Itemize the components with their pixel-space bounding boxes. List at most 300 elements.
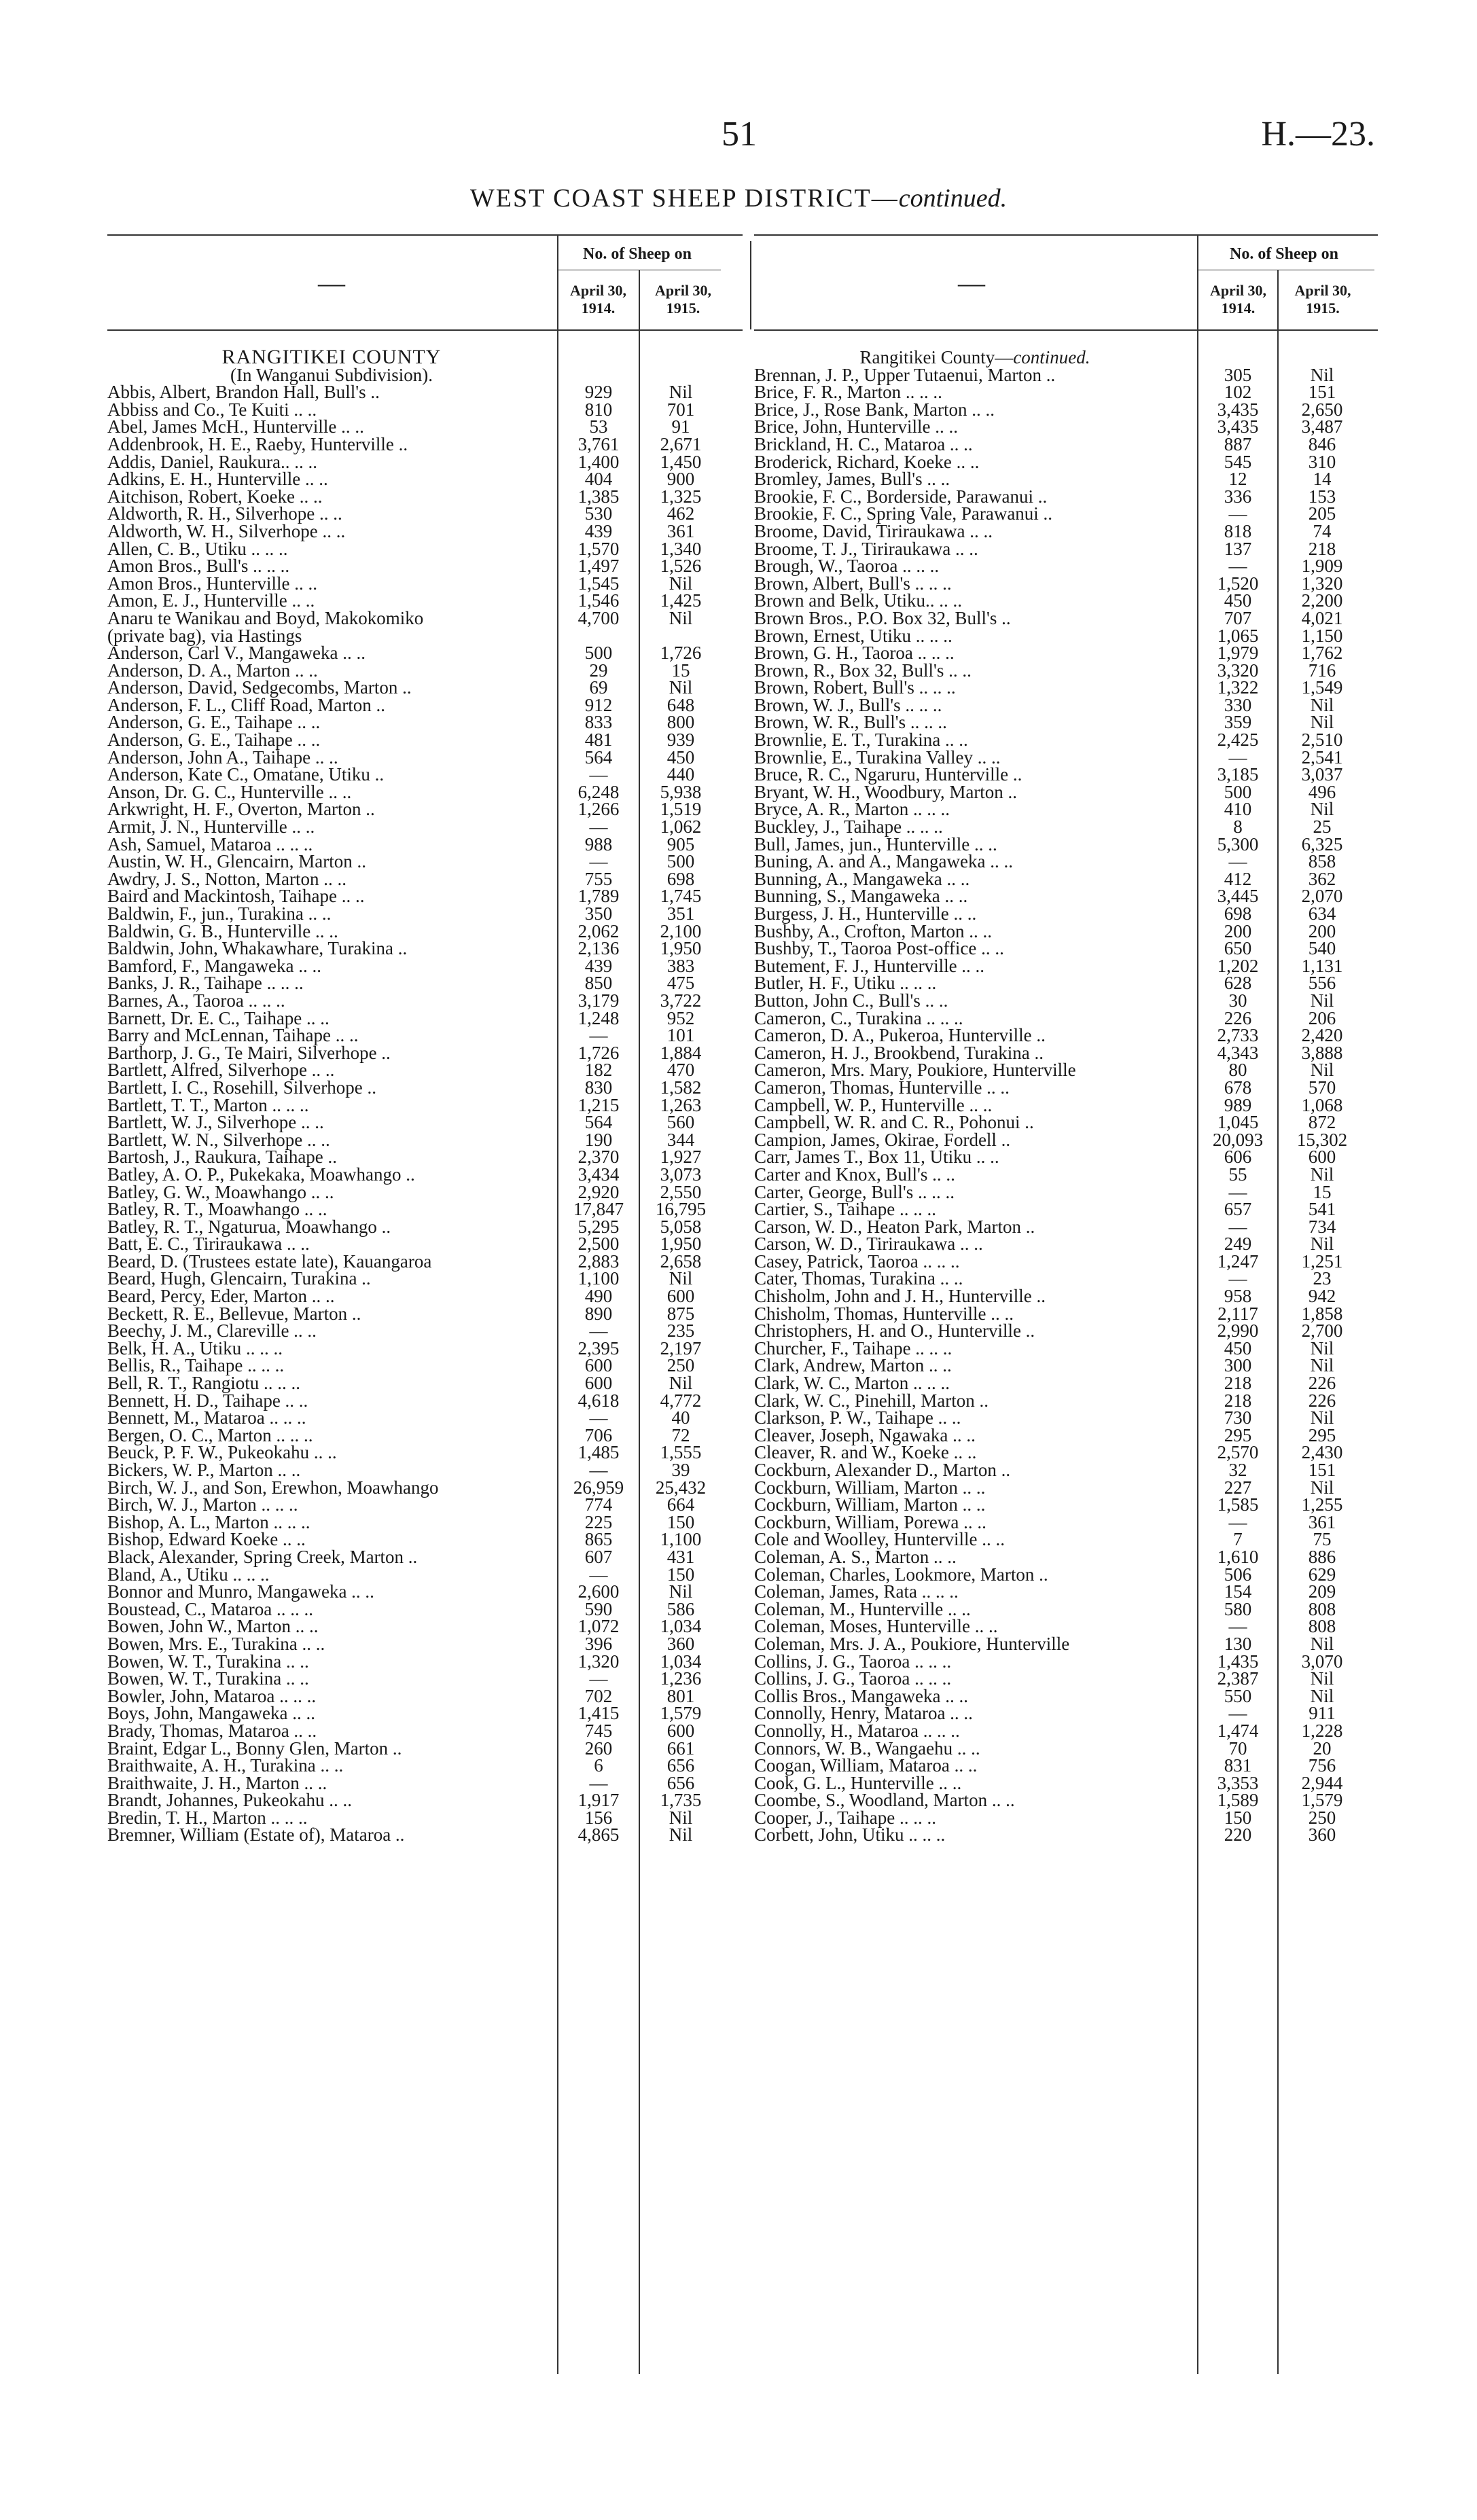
sheep-1914: — <box>589 816 608 838</box>
owner-name: Baldwin, John, Whakawhare, Turakina .. <box>107 938 408 959</box>
owner-name: Coleman, Moses, Hunterville .. .. <box>754 1616 998 1637</box>
table-row <box>754 1566 1378 1583</box>
sheep-1915: 3,070 <box>1301 1651 1343 1672</box>
table-row <box>754 1583 1378 1600</box>
owner-name: Braithwaite, J. H., Marton .. .. <box>107 1772 327 1793</box>
sheep-1915: 3,037 <box>1301 764 1343 785</box>
sheep-1914: 2,370 <box>577 1147 620 1168</box>
sheep-1915: 1,582 <box>660 1077 702 1098</box>
table-row <box>107 1079 743 1096</box>
table-row <box>754 922 1378 940</box>
table-row <box>754 887 1378 905</box>
table-row <box>754 1443 1378 1461</box>
sheep-1914: 1,570 <box>577 538 620 559</box>
owner-name: Brown, W. J., Bull's .. .. .. <box>754 694 942 715</box>
owner-name: Coleman, Mrs. J. A., Poukiore, Hunterville <box>754 1633 1070 1654</box>
table-row <box>107 1791 743 1809</box>
owner-name: Bowen, W. T., Turakina .. .. <box>107 1651 309 1672</box>
table-row <box>107 783 743 801</box>
sheep-1915: 600 <box>666 1720 695 1741</box>
sheep-1915: 1,519 <box>660 799 702 820</box>
table-row <box>754 679 1378 696</box>
owner-name: Cameron, H. J., Brookbend, Turakina .. <box>754 1042 1044 1063</box>
owner-name: Churcher, F., Taihape .. .. .. <box>754 1337 953 1358</box>
sheep-1915: Nil <box>1310 1477 1334 1498</box>
table-row <box>754 1044 1378 1062</box>
sheep-1915: 226 <box>1308 1390 1336 1411</box>
owner-name: Coleman, A. S., Marton .. .. <box>754 1546 957 1567</box>
header-top-rule <box>107 234 743 236</box>
sheep-1915: 39 <box>671 1460 690 1480</box>
sheep-1915: Nil <box>669 382 693 403</box>
owner-name: Brown, G. H., Taoroa .. .. .. <box>754 643 955 664</box>
table-row <box>754 383 1378 401</box>
owner-name: Chisholm, John and J. H., Hunterville .. <box>754 1286 1046 1307</box>
sheep-1914: 3,320 <box>1217 660 1259 681</box>
sheep-1914: 227 <box>1224 1477 1252 1498</box>
owner-name: Amon Bros., Bull's .. .. .. <box>107 556 290 577</box>
table-row <box>107 1009 743 1027</box>
sheep-1915: 1,549 <box>1301 677 1343 698</box>
table-row <box>107 1757 743 1774</box>
sheep-1915: 1,034 <box>660 1616 702 1637</box>
sheep-1915: 2,510 <box>1301 730 1343 751</box>
owner-name: Batley, A. O. P., Pukekaka, Moawhango .. <box>107 1164 415 1185</box>
sheep-1914: 1,385 <box>577 486 620 507</box>
sheep-1914: 988 <box>584 833 613 854</box>
owner-name: Allen, C. B., Utiku .. .. .. <box>107 538 288 559</box>
sheep-1914: 1,320 <box>577 1651 620 1672</box>
header-col-1915 <box>641 282 726 317</box>
sheep-1915: 151 <box>1308 382 1336 403</box>
sheep-1915: 1,320 <box>1301 573 1343 594</box>
owner-name: Bishop, Edward Koeke .. .. <box>107 1529 306 1550</box>
table-row <box>107 453 743 471</box>
owner-name: Bredin, T. H., Marton .. .. .. <box>107 1807 308 1828</box>
table-row <box>107 557 743 575</box>
sheep-1915: 101 <box>666 1025 695 1046</box>
sheep-1914: 7 <box>1233 1529 1243 1550</box>
owner-name: Brookie, F. C., Spring Vale, Parawanui .. <box>754 503 1053 524</box>
table-row <box>107 1374 743 1392</box>
sheep-1915: 1,555 <box>660 1442 702 1463</box>
sheep-1914: — <box>1228 503 1247 524</box>
table-row <box>107 1166 743 1183</box>
owner-name: Anderson, G. E., Taihape .. .. <box>107 712 321 733</box>
sheep-1915: 2,197 <box>660 1337 702 1358</box>
sheep-1914: 3,185 <box>1217 764 1259 785</box>
sheep-1914: 260 <box>584 1738 613 1759</box>
sheep-1915: 206 <box>1308 1007 1336 1028</box>
header-bottom-rule <box>107 329 743 331</box>
sheep-1914: 606 <box>1224 1147 1252 1168</box>
sheep-1915: 1,100 <box>660 1529 702 1550</box>
owner-name: Broome, David, Tiriraukawa .. .. <box>754 520 993 541</box>
sheep-1915: 25,432 <box>655 1477 707 1498</box>
sheep-1915: Nil <box>669 573 693 594</box>
sheep-1914: 1,202 <box>1217 955 1259 976</box>
owner-name: Aldworth, W. H., Silverhope .. .. <box>107 520 346 541</box>
sheep-1915: 3,722 <box>660 990 702 1011</box>
table-row <box>107 1061 743 1079</box>
sheep-1914: 3,179 <box>577 990 620 1011</box>
header-col-1915-year: 1915. <box>666 300 700 317</box>
owner-name: Braint, Edgar L., Bonny Glen, Marton .. <box>107 1738 402 1759</box>
sheep-1915: 905 <box>666 833 695 854</box>
table-row <box>107 1461 743 1479</box>
table-row <box>754 766 1378 783</box>
owner-name: Brown, Ernest, Utiku .. .. .. <box>754 625 953 646</box>
sheep-1915: Nil <box>1310 1633 1334 1654</box>
sheep-1915: 383 <box>666 955 695 976</box>
owner-name: Anderson, Kate C., Omatane, Utiku .. <box>107 764 385 785</box>
sheep-1914: 2,117 <box>1217 1303 1258 1324</box>
owner-name: Arkwright, H. F., Overton, Marton .. <box>107 799 375 820</box>
owner-name: Braithwaite, A. H., Turakina .. .. <box>107 1755 344 1776</box>
owner-name: Clark, Andrew, Marton .. .. <box>754 1355 952 1376</box>
table-row <box>107 1148 743 1166</box>
owner-name: Bremner, William (Estate of), Mataroa .. <box>107 1824 405 1846</box>
sheep-1914: 29 <box>589 660 608 681</box>
table-row <box>754 1339 1378 1357</box>
table-row <box>107 1218 743 1236</box>
owner-name: Brown, W. R., Bull's .. .. .. <box>754 712 947 733</box>
table-row <box>107 1583 743 1600</box>
sheep-1914: — <box>1228 1216 1247 1237</box>
owner-name: Barnes, A., Taoroa .. .. .. <box>107 990 285 1011</box>
owner-name: Bergen, O. C., Marton .. .. .. <box>107 1424 313 1445</box>
table-row <box>754 1235 1378 1253</box>
owner-name: Anderson, Carl V., Mangaweka .. .. <box>107 643 366 664</box>
sheep-1915: 226 <box>1308 1373 1336 1394</box>
sheep-1914: 182 <box>584 1060 613 1081</box>
table-row <box>107 696 743 714</box>
sheep-1915: 1,131 <box>1301 955 1343 976</box>
sheep-1915: 2,541 <box>1301 746 1343 768</box>
owner-name: Abbis, Albert, Brandon Hall, Bull's .. <box>107 382 380 403</box>
sheep-1914: 706 <box>584 1424 613 1445</box>
header-sheep-group: No. of Sheep on <box>582 245 692 263</box>
owner-name: Chisholm, Thomas, Hunterville .. .. <box>754 1303 1014 1324</box>
sheep-1915: 1,579 <box>660 1703 702 1724</box>
header-sheep-group: No. of Sheep on <box>1229 245 1339 263</box>
table-row <box>107 1740 743 1757</box>
subsection-heading: (In Wanganui Subdivision). <box>230 364 433 385</box>
sheep-1914: 600 <box>584 1355 613 1376</box>
sheep-1914: 218 <box>1224 1390 1252 1411</box>
sheep-1914: 225 <box>584 1511 613 1532</box>
table-row <box>754 557 1378 575</box>
owner-name: Broome, T. J., Tiriraukawa .. .. <box>754 538 978 559</box>
sheep-1914: — <box>1228 556 1247 577</box>
sheep-1914: 1,415 <box>577 1703 620 1724</box>
owner-name: Birch, W. J., and Son, Erewhon, Moawhango <box>107 1477 439 1498</box>
sheep-1915: 656 <box>666 1755 695 1776</box>
table-row <box>754 1548 1378 1566</box>
sheep-1914: 500 <box>1224 781 1252 802</box>
sheep-1914: 550 <box>1224 1685 1252 1706</box>
owner-name: Bartlett, Alfred, Silverhope .. .. <box>107 1060 335 1081</box>
owner-name: Button, John C., Bull's .. .. <box>754 990 948 1011</box>
owner-name: Bruce, R. C., Ngaruru, Hunterville .. <box>754 764 1022 785</box>
owner-name: Beard, Percy, Eder, Marton .. .. <box>107 1286 335 1307</box>
sheep-1915: 1,068 <box>1301 1094 1343 1115</box>
owner-name: Baird and Mackintosh, Taihape .. .. <box>107 886 365 907</box>
sheep-1915: Nil <box>1310 1685 1334 1706</box>
sheep-1915: 556 <box>1308 973 1336 994</box>
owner-name: Black, Alexander, Spring Creek, Marton .. <box>107 1546 418 1567</box>
owner-name: Buning, A. and A., Mangaweka .. .. <box>754 851 1013 872</box>
table-row <box>754 713 1378 731</box>
table-row <box>754 1824 1378 1846</box>
sheep-1914: 545 <box>1224 451 1252 472</box>
owner-name: Abel, James McH., Hunterville .. .. <box>107 416 364 437</box>
table-row <box>754 1392 1378 1409</box>
table-row <box>754 435 1378 453</box>
column-divider <box>750 241 751 329</box>
sheep-1914: 745 <box>584 1720 613 1741</box>
sheep-1914: 3,434 <box>577 1164 620 1185</box>
sheep-1915: 3,888 <box>1301 1042 1343 1063</box>
sheep-1915: 1,762 <box>1301 643 1343 664</box>
table-row <box>754 1250 1378 1272</box>
sheep-1915: 15 <box>1313 1181 1332 1202</box>
table-row <box>754 1479 1378 1496</box>
owner-name: Bishop, A. L., Marton .. .. .. <box>107 1511 310 1532</box>
header-col-1914-date: April 30, <box>1209 282 1267 299</box>
sheep-1915: 698 <box>666 868 695 889</box>
owner-name: Aldworth, R. H., Silverhope .. .. <box>107 503 342 524</box>
table-row <box>107 1409 743 1426</box>
sheep-1915: Nil <box>1310 712 1334 733</box>
sheep-1915: Nil <box>1310 1407 1334 1428</box>
sheep-1915: 500 <box>666 851 695 872</box>
sheep-1915: 205 <box>1308 503 1336 524</box>
table-row <box>754 783 1378 801</box>
sheep-1915: 858 <box>1308 851 1336 872</box>
header-col-1914-date: April 30, <box>569 282 627 299</box>
owner-name: Brennan, J. P., Upper Tutaenui, Marton .. <box>754 364 1056 385</box>
sheep-1915: 20 <box>1313 1738 1332 1759</box>
table-row <box>107 1600 743 1618</box>
sheep-1914: — <box>1228 1511 1247 1532</box>
owner-name: Cameron, Mrs. Mary, Poukiore, Hunterville <box>754 1060 1076 1081</box>
owner-name: Anson, Dr. G. C., Hunterville .. .. <box>107 781 352 802</box>
sheep-1915: 2,070 <box>1301 886 1343 907</box>
document-reference: H.—23. <box>1261 115 1375 154</box>
table-row <box>754 540 1378 558</box>
sheep-1915: 496 <box>1308 781 1336 802</box>
table-row <box>107 766 743 783</box>
table-row <box>107 852 743 870</box>
sheep-1915: 1,726 <box>660 643 702 664</box>
sheep-1914: 1,979 <box>1217 643 1259 664</box>
sheep-1914: 220 <box>1224 1824 1252 1846</box>
sheep-1914: 2,883 <box>577 1250 620 1272</box>
owner-name: Connors, W. B., Wangaehu .. .. <box>754 1738 980 1759</box>
sheep-1915: 1,150 <box>1301 625 1343 646</box>
owner-name: Bowen, John W., Marton .. .. <box>107 1616 319 1637</box>
sheep-1915: 235 <box>666 1320 695 1342</box>
sheep-1915: 16,795 <box>655 1199 707 1220</box>
table-row <box>107 1356 743 1374</box>
sheep-1915: 1,579 <box>1301 1790 1343 1811</box>
sheep-1914: 226 <box>1224 1007 1252 1028</box>
owner-name: Bunning, S., Mangaweka .. .. <box>754 886 968 907</box>
table-row <box>107 922 743 940</box>
table-row <box>107 1426 743 1444</box>
sheep-1914: — <box>589 1668 608 1689</box>
table-row <box>754 852 1378 870</box>
owner-name: Amon, E. J., Hunterville .. .. <box>107 590 315 611</box>
sheep-1915: 1,526 <box>660 556 702 577</box>
sheep-1915: 846 <box>1308 433 1336 454</box>
owner-name: Cooper, J., Taihape .. .. .. <box>754 1807 936 1828</box>
sheep-1915: Nil <box>1310 799 1334 820</box>
sheep-1914: 359 <box>1224 712 1252 733</box>
sheep-1914: 439 <box>584 955 613 976</box>
table-row <box>754 522 1378 540</box>
owner-name: Bellis, R., Taihape .. .. .. <box>107 1355 285 1376</box>
owner-name: Brown and Belk, Utiku.. .. .. <box>754 590 962 611</box>
sheep-1914: 330 <box>1224 694 1252 715</box>
owner-name: Bartlett, W. J., Silverhope .. .. <box>107 1112 324 1133</box>
table-row <box>107 713 743 731</box>
owner-name: Awdry, J. S., Notton, Marton .. .. <box>107 868 347 889</box>
owner-name: Brown, R., Box 32, Bull's .. .. <box>754 660 972 681</box>
table-row <box>107 1044 743 1062</box>
table-row <box>107 1479 743 1496</box>
sheep-1914: 12 <box>1228 469 1247 490</box>
table-row <box>107 1704 743 1722</box>
sheep-1915: 250 <box>1308 1807 1336 1828</box>
sheep-1915: 808 <box>1308 1616 1336 1637</box>
sheep-1915: 1,034 <box>660 1651 702 1672</box>
sheep-1914: 350 <box>584 903 613 924</box>
sheep-1915: 218 <box>1308 538 1336 559</box>
sheep-1915: 600 <box>1308 1147 1336 1168</box>
owner-name: Cockburn, William, Marton .. .. <box>754 1494 986 1515</box>
sheep-1915: 2,944 <box>1301 1772 1343 1793</box>
table-row <box>107 1653 743 1670</box>
sheep-1914: 2,570 <box>1217 1442 1259 1463</box>
sheep-1915: Nil <box>1310 1668 1334 1689</box>
sheep-1915: 2,200 <box>1301 590 1343 611</box>
owner-name: Beuck, P. F. W., Pukeokahu .. .. <box>107 1442 337 1463</box>
table-row <box>754 1496 1378 1513</box>
sheep-1914: 1,322 <box>1217 677 1259 698</box>
sheep-1915: 3,073 <box>660 1164 702 1185</box>
sheep-1915: 560 <box>666 1112 695 1133</box>
sheep-1915: 900 <box>666 469 695 490</box>
sheep-1915: 2,550 <box>660 1181 702 1202</box>
sheep-1915: 15,302 <box>1296 1129 1348 1150</box>
table-row <box>107 1824 743 1846</box>
sheep-1915: Nil <box>669 1268 693 1289</box>
header-col-1915-date: April 30, <box>1294 282 1351 299</box>
sheep-1914: 3,435 <box>1217 416 1259 437</box>
sheep-1915: 25 <box>1313 816 1332 838</box>
table-row <box>754 1461 1378 1479</box>
table-row <box>754 1305 1378 1322</box>
table-row <box>107 1200 743 1218</box>
sheep-1915: 200 <box>1308 920 1336 941</box>
district-title <box>0 183 1477 213</box>
owner-name: Brownlie, E. T., Turakina .. .. <box>754 730 968 751</box>
owner-name: Barthorp, J. G., Te Mairi, Silverhope .. <box>107 1042 391 1063</box>
table-row <box>754 627 1378 645</box>
sheep-1915: Nil <box>669 1807 693 1828</box>
owner-name: Cockburn, William, Marton .. .. <box>754 1477 986 1498</box>
sheep-1915: 1,228 <box>1301 1720 1343 1741</box>
table-row <box>107 746 743 768</box>
owner-name: Brownlie, E., Turakina Valley .. .. <box>754 746 1001 768</box>
sheep-1914: — <box>589 764 608 785</box>
sheep-1915: 942 <box>1308 1286 1336 1307</box>
sheep-1914: 702 <box>584 1685 613 1706</box>
owner-name: Buckley, J., Taihape .. .. .. <box>754 816 943 838</box>
table-row <box>107 870 743 888</box>
table-row <box>107 522 743 540</box>
sheep-1914: 2,600 <box>577 1581 620 1602</box>
subsection-heading <box>754 348 1196 366</box>
owner-name: Carson, W. D., Heaton Park, Marton .. <box>754 1216 1035 1237</box>
table-row <box>754 1287 1378 1305</box>
sheep-1914: — <box>589 851 608 872</box>
owner-name: Anderson, David, Sedgecombs, Marton .. <box>107 677 412 698</box>
owner-name: Barry and McLennan, Taihape .. .. <box>107 1025 359 1046</box>
header-col-1914 <box>1199 282 1277 317</box>
sheep-1915: 431 <box>666 1546 695 1567</box>
owner-name: Brickland, H. C., Mataroa .. .. <box>754 433 973 454</box>
table-row <box>107 505 743 522</box>
sheep-1914: 481 <box>584 730 613 751</box>
table-row <box>754 1061 1378 1079</box>
owner-name: Abbiss and Co., Te Kuiti .. .. <box>107 399 317 420</box>
header-bottom-rule <box>754 329 1378 331</box>
owner-name: Bonnor and Munro, Mangaweka .. .. <box>107 1581 374 1602</box>
sheep-1914: 130 <box>1224 1633 1252 1654</box>
table-row <box>107 1113 743 1131</box>
table-row <box>754 1530 1378 1548</box>
table-row <box>107 627 743 645</box>
owner-name: Clark, W. C., Pinehill, Marton .. <box>754 1390 989 1411</box>
sheep-1914: 1,585 <box>1217 1494 1259 1515</box>
owner-name: Aitchison, Robert, Koeke .. .. <box>107 486 323 507</box>
table-row <box>107 1392 743 1409</box>
table-row <box>107 1096 743 1114</box>
sheep-1915: 648 <box>666 694 695 715</box>
sheep-1914: 450 <box>1224 590 1252 611</box>
sheep-1914: 396 <box>584 1633 613 1654</box>
sheep-1914: 410 <box>1224 799 1252 820</box>
table-row <box>107 1513 743 1531</box>
sheep-1915: Nil <box>1310 1355 1334 1376</box>
sheep-1915: 2,650 <box>1301 399 1343 420</box>
sheep-1915: Nil <box>1310 1234 1334 1255</box>
sheep-1914: 1,789 <box>577 886 620 907</box>
sheep-1915: 360 <box>1308 1824 1336 1846</box>
table-row <box>107 835 743 853</box>
district-title-main: WEST COAST SHEEP DISTRICT— <box>469 184 899 213</box>
table-row <box>754 1200 1378 1218</box>
sheep-1915: 716 <box>1308 660 1336 681</box>
sheep-1914: 600 <box>584 1373 613 1394</box>
sheep-1915: 361 <box>1308 1511 1336 1532</box>
sheep-1915: 1,909 <box>1301 556 1343 577</box>
sheep-1915: Nil <box>1310 1060 1334 1081</box>
table-row <box>107 1026 743 1044</box>
